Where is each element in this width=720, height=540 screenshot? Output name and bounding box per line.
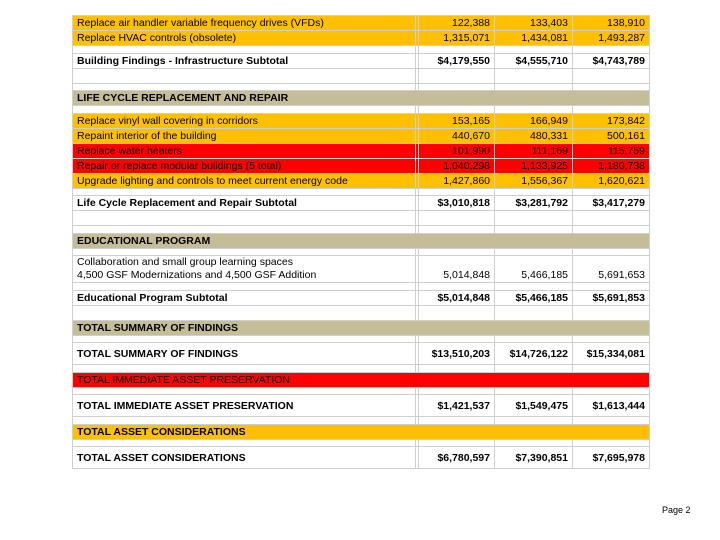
cell-value: 5,466,185 <box>495 256 573 283</box>
cell-value: 1,180,738 <box>573 158 650 173</box>
page-number: Page 2 <box>662 505 691 515</box>
row-label: Upgrade lighting and controls to meet current energy code <box>73 173 416 188</box>
cell-value: 1,620,621 <box>573 173 650 188</box>
cell-value: 153,165 <box>419 113 495 128</box>
table-row <box>73 173 650 188</box>
cell-value: $15,334,081 <box>573 343 650 365</box>
table-row <box>73 256 650 283</box>
cell-value: 1,315,071 <box>419 31 495 46</box>
table-row <box>73 113 650 128</box>
cell-value: $5,014,848 <box>419 290 495 305</box>
section-header <box>73 320 650 335</box>
cell-value: $1,613,444 <box>573 395 650 417</box>
section-title: TOTAL IMMEDIATE ASSET PRESERVATION <box>73 372 650 387</box>
row-label: TOTAL IMMEDIATE ASSET PRESERVATION <box>73 395 416 417</box>
cell-value: $4,743,789 <box>573 53 650 68</box>
row-label-line: Collaboration and small group learning spaces <box>77 256 293 268</box>
cell-value: $5,466,185 <box>495 290 573 305</box>
cell-value: $1,549,475 <box>495 395 573 417</box>
cell-value: 5,014,848 <box>419 256 495 283</box>
section-title: EDUCATIONAL PROGRAM <box>73 233 650 248</box>
section-header <box>73 91 650 106</box>
cell-value: $7,390,851 <box>495 447 573 469</box>
cell-value: 133,403 <box>495 16 573 31</box>
cell-value: $5,691,853 <box>573 290 650 305</box>
row-label: Replace water heaters <box>73 143 416 158</box>
section-header <box>73 424 650 439</box>
cell-value: 1,556,367 <box>495 173 573 188</box>
spreadsheet <box>72 15 649 525</box>
cell-value: 138,910 <box>573 16 650 31</box>
row-label: Replace air handler variable frequency drives (VFDs) <box>73 16 416 31</box>
table-row <box>73 31 650 46</box>
cell-value: 1,133,925 <box>495 158 573 173</box>
row-label: Repaint interior of the building <box>73 128 416 143</box>
row-label: Life Cycle Replacement and Repair Subtotal <box>73 196 416 211</box>
cell-value: $14,726,122 <box>495 343 573 365</box>
cell-value: $1,421,537 <box>419 395 495 417</box>
cell-value: 5,691,653 <box>573 256 650 283</box>
cell-value: 480,331 <box>495 128 573 143</box>
cell-value: 1,493,287 <box>573 31 650 46</box>
cell-value: $4,555,710 <box>495 53 573 68</box>
subtotal-row <box>73 53 650 68</box>
section-header <box>73 372 650 387</box>
row-label <box>73 256 416 283</box>
cell-value: $6,780,597 <box>419 447 495 469</box>
row-label: TOTAL SUMMARY OF FINDINGS <box>73 343 416 365</box>
cell-value: 440,670 <box>419 128 495 143</box>
cell-value: 115,759 <box>573 143 650 158</box>
cell-value: $4,179,550 <box>419 53 495 68</box>
total-row <box>73 343 650 365</box>
row-label: Educational Program Subtotal <box>73 290 416 305</box>
row-label: Repair or replace modular buildings (5 total) <box>73 158 416 173</box>
table-row <box>73 143 650 158</box>
section-title: TOTAL SUMMARY OF FINDINGS <box>73 320 650 335</box>
cell-value: 1,040,298 <box>419 158 495 173</box>
cell-value: 122,388 <box>419 16 495 31</box>
row-label-line: 4,500 GSF Modernizations and 4,500 GSF Addition <box>77 269 317 281</box>
row-label: Building Findings - Infrastructure Subtotal <box>73 53 416 68</box>
findings-table <box>72 15 650 469</box>
cell-value: $3,281,792 <box>495 196 573 211</box>
table-row <box>73 16 650 31</box>
table-row <box>73 128 650 143</box>
subtotal-row <box>73 196 650 211</box>
section-title: TOTAL ASSET CONSIDERATIONS <box>73 424 650 439</box>
cell-value: 101,990 <box>419 143 495 158</box>
section-title: LIFE CYCLE REPLACEMENT AND REPAIR <box>73 91 650 106</box>
subtotal-row <box>73 290 650 305</box>
table-row <box>73 158 650 173</box>
cell-value: $7,695,978 <box>573 447 650 469</box>
row-label: Replace HVAC controls (obsolete) <box>73 31 416 46</box>
row-label: TOTAL ASSET CONSIDERATIONS <box>73 447 416 469</box>
cell-value: 111,169 <box>495 143 573 158</box>
cell-value: 173,842 <box>573 113 650 128</box>
cell-value: 1,427,860 <box>419 173 495 188</box>
cell-value: $3,417,279 <box>573 196 650 211</box>
total-row <box>73 395 650 417</box>
cell-value: 500,161 <box>573 128 650 143</box>
cell-value: $13,510,203 <box>419 343 495 365</box>
cell-value: 166,949 <box>495 113 573 128</box>
total-row <box>73 447 650 469</box>
row-label: Replace vinyl wall covering in corridors <box>73 113 416 128</box>
cell-value: $3,010,818 <box>419 196 495 211</box>
section-header <box>73 233 650 248</box>
cell-value: 1,434,081 <box>495 31 573 46</box>
